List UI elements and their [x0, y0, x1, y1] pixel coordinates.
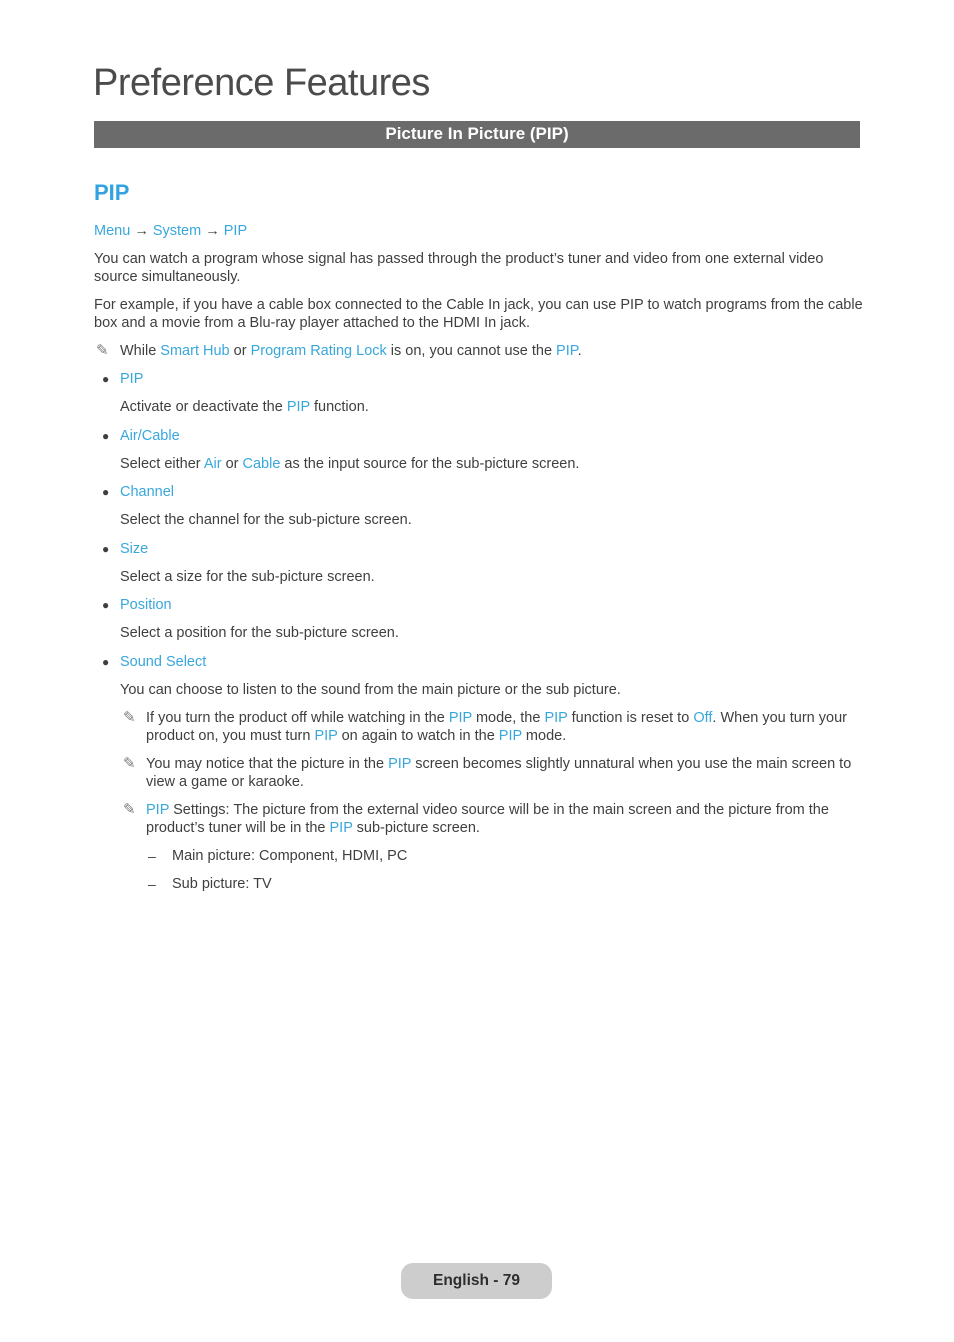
program-rating-lock-link[interactable]: Program Rating Lock — [250, 343, 387, 359]
intro-paragraph-2-line-2: box and a movie from a Blu-ray player attached to the HDMI In jack. — [94, 315, 531, 331]
menu-item-air-cable[interactable]: Air/Cable — [120, 428, 180, 444]
subnote-1-line-2: product on, you must turn PIP on again to watch in the PIP mode. — [146, 728, 567, 744]
menu-item-size[interactable]: Size — [120, 541, 149, 557]
menu-item-position[interactable]: Position — [120, 597, 172, 613]
menu-item-channel[interactable]: Channel — [120, 484, 175, 500]
pip-link[interactable]: PIP — [556, 343, 578, 359]
page-title: Preference Features — [93, 62, 430, 104]
smart-hub-link[interactable]: Smart Hub — [160, 343, 230, 359]
menu-item-channel-desc: Select the channel for the sub-picture screen. — [120, 512, 412, 528]
menu-item-pip[interactable]: PIP — [120, 371, 144, 387]
pencil-note-icon: ✎ — [96, 342, 109, 359]
note-smart-hub: While Smart Hub or Program Rating Lock is on, you cannot use the PIP. — [120, 343, 582, 359]
bullet-icon: ● — [102, 372, 110, 386]
intro-paragraph-2-line-1: For example, if you have a cable box connected to the Cable In jack, you can use PIP to watch programs from the cable — [94, 297, 863, 313]
menu-item-sound-select-desc: You can choose to listen to the sound from the main picture or the sub picture. — [120, 682, 621, 698]
menu-item-position-desc: Select a position for the sub-picture screen. — [120, 625, 399, 641]
breadcrumb-pip[interactable]: PIP — [223, 223, 248, 239]
pencil-note-icon: ✎ — [123, 709, 136, 726]
subnote-3-line-2: product’s tuner will be in the PIP sub-picture screen. — [146, 820, 480, 836]
pencil-note-icon: ✎ — [123, 755, 136, 772]
breadcrumb-menu[interactable]: Menu — [94, 223, 131, 239]
menu-item-air-cable-desc: Select either Air or Cable as the input source for the sub-picture screen. — [120, 456, 580, 472]
intro-paragraph-1-line-2: source simultaneously. — [94, 269, 241, 285]
subnote-2-line-1: You may notice that the picture in the PIP screen becomes slightly unnatural when you use the main screen to — [146, 756, 852, 772]
bullet-icon: ● — [102, 485, 110, 499]
pip-heading: PIP — [94, 180, 130, 205]
section-header-bar: Picture In Picture (PIP) — [94, 121, 860, 148]
menu-item-pip-desc: Activate or deactivate the PIP function. — [120, 399, 369, 415]
subnote-2-line-2: view a game or karaoke. — [146, 774, 304, 790]
subnote-1-line-1: If you turn the product off while watching in the PIP mode, the PIP function is reset to Off. When you turn your — [146, 710, 847, 726]
breadcrumb-system[interactable]: System — [152, 223, 202, 239]
bullet-icon: ● — [102, 655, 110, 669]
arrow-icon: → — [205, 223, 220, 239]
bullet-icon: ● — [102, 542, 110, 556]
arrow-icon: → — [134, 223, 149, 239]
subnote-3-line-1: PIP Settings: The picture from the external video source will be in the main screen and the picture from the — [146, 802, 829, 818]
dash-marker: – — [148, 876, 156, 892]
bullet-icon: ● — [102, 598, 110, 612]
pencil-note-icon: ✎ — [123, 801, 136, 818]
dash-item-sub-picture: Sub picture: TV — [172, 876, 272, 892]
bullet-icon: ● — [102, 429, 110, 443]
menu-item-size-desc: Select a size for the sub-picture screen. — [120, 569, 375, 585]
breadcrumb — [94, 222, 247, 240]
intro-paragraph-1-line-1: You can watch a program whose signal has passed through the product’s tuner and video from one external video — [94, 251, 824, 267]
page-number: English - 79 — [401, 1263, 552, 1299]
dash-marker: – — [148, 848, 156, 864]
menu-item-sound-select[interactable]: Sound Select — [120, 654, 207, 670]
dash-item-main-picture: Main picture: Component, HDMI, PC — [172, 848, 408, 864]
